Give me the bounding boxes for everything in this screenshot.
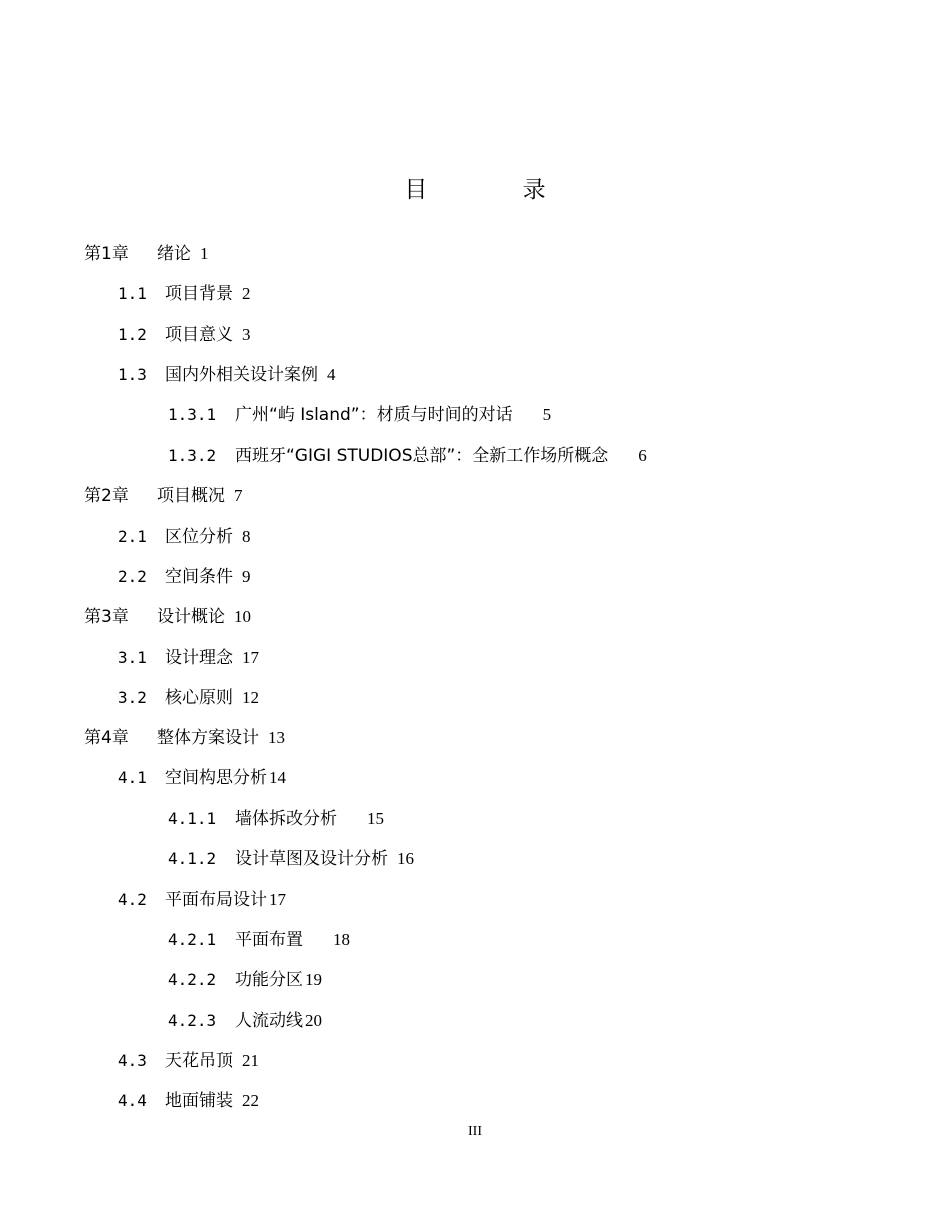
- toc-entry[interactable]: [118, 638, 259, 678]
- toc-entry[interactable]: [84, 476, 243, 516]
- toc-title: 区位分析: [165, 527, 233, 547]
- toc-number: 4.1: [118, 768, 147, 787]
- toc-page: 19: [305, 970, 322, 989]
- toc-number: 4.3: [118, 1051, 147, 1070]
- toc-number: 1.3.1: [168, 405, 217, 424]
- toc-title: 设计草图及设计分析: [235, 849, 388, 869]
- toc-title: 西班牙“GIGI STUDIOS总部”：全新工作场所概念: [235, 446, 609, 466]
- toc-page: 9: [242, 567, 251, 586]
- toc-entry[interactable]: [168, 1001, 322, 1041]
- toc-number: 3.1: [118, 648, 147, 667]
- toc-entry[interactable]: [118, 517, 251, 557]
- toc-number: 第4章: [84, 728, 129, 748]
- toc-number: 第3章: [84, 607, 129, 627]
- page-title: 目 录: [404, 177, 590, 203]
- toc-page: 4: [327, 365, 336, 384]
- toc-entry[interactable]: [118, 1081, 259, 1121]
- toc-number: 1.1: [118, 284, 147, 303]
- toc-entry[interactable]: [118, 274, 251, 314]
- toc-number: 2.1: [118, 527, 147, 546]
- toc-page: 14: [269, 768, 286, 787]
- toc-title: 国内外相关设计案例: [165, 365, 318, 385]
- toc-title: 平面布局设计: [165, 890, 267, 910]
- toc-title: 空间条件: [165, 567, 233, 587]
- toc-page: 21: [242, 1051, 259, 1070]
- toc-entry[interactable]: [168, 799, 384, 839]
- toc-title: 项目背景: [165, 284, 233, 304]
- toc-page: 16: [397, 849, 414, 868]
- toc-number: 4.1.2: [168, 849, 217, 868]
- toc-entry[interactable]: [84, 718, 285, 758]
- toc-entry[interactable]: [168, 839, 414, 879]
- toc-entry[interactable]: [118, 557, 251, 597]
- toc-page: 1: [200, 244, 209, 263]
- toc-number: 4.2.3: [168, 1011, 217, 1030]
- toc-number: 4.4: [118, 1091, 147, 1110]
- toc-entry[interactable]: [168, 395, 551, 435]
- toc-title: 项目概况: [157, 486, 225, 506]
- toc-title: 天花吊顶: [165, 1051, 233, 1071]
- toc-title: 项目意义: [165, 325, 233, 345]
- toc-entry[interactable]: [168, 436, 647, 476]
- toc-number: 第2章: [84, 486, 129, 506]
- toc-entry[interactable]: [168, 960, 322, 1000]
- toc-entry[interactable]: [84, 597, 251, 637]
- toc-page: 6: [638, 446, 647, 465]
- toc-page: 15: [367, 809, 384, 828]
- toc-title: 平面布置: [235, 930, 303, 950]
- toc-page: 8: [242, 527, 251, 546]
- toc-entry[interactable]: [118, 678, 259, 718]
- toc-number: 1.3.2: [168, 446, 217, 465]
- toc-number: 1.2: [118, 325, 147, 344]
- toc-entry[interactable]: [118, 758, 286, 798]
- toc-entry[interactable]: [118, 355, 336, 395]
- toc-page: 12: [242, 688, 259, 707]
- toc-number: 4.1.1: [168, 809, 217, 828]
- toc-number: 4.2.2: [168, 970, 217, 989]
- toc-page: 2: [242, 284, 251, 303]
- toc-title: 功能分区: [235, 970, 303, 990]
- toc-title: 人流动线: [235, 1011, 303, 1031]
- toc-entry[interactable]: [118, 1041, 259, 1081]
- toc-page: 20: [305, 1011, 322, 1030]
- toc-number: 4.2: [118, 890, 147, 909]
- toc-title: 整体方案设计: [157, 728, 259, 748]
- toc-page: 5: [542, 405, 552, 424]
- toc-page: 13: [268, 728, 285, 747]
- toc-number: 第1章: [84, 244, 129, 264]
- toc-number: 3.2: [118, 688, 147, 707]
- toc-page: 18: [333, 930, 350, 949]
- toc-page: 17: [242, 648, 259, 667]
- toc-number: 2.2: [118, 567, 147, 586]
- toc-page: 22: [242, 1091, 259, 1110]
- toc-entry[interactable]: [118, 315, 251, 355]
- toc-page: 17: [269, 890, 286, 909]
- toc-title: 绪论: [157, 244, 191, 264]
- page-number-footer: III: [468, 1124, 482, 1139]
- toc-title: 墙体拆改分析: [235, 809, 337, 829]
- toc-entry[interactable]: [118, 880, 286, 920]
- toc-title: 核心原则: [165, 688, 233, 708]
- toc-number: 4.2.1: [168, 930, 217, 949]
- toc-title: 空间构思分析: [165, 768, 267, 788]
- toc-page: 3: [242, 325, 251, 344]
- toc-page: 10: [234, 607, 251, 626]
- toc-title: 地面铺装: [165, 1091, 233, 1111]
- toc-page: 7: [234, 486, 243, 505]
- toc-entry[interactable]: [168, 920, 350, 960]
- toc-title: 设计概论: [157, 607, 225, 627]
- toc-title: 设计理念: [165, 648, 233, 668]
- toc-number: 1.3: [118, 365, 147, 384]
- toc-entry[interactable]: [84, 234, 209, 274]
- toc-title: 广州“屿 Island”：材质与时间的对话: [235, 405, 513, 425]
